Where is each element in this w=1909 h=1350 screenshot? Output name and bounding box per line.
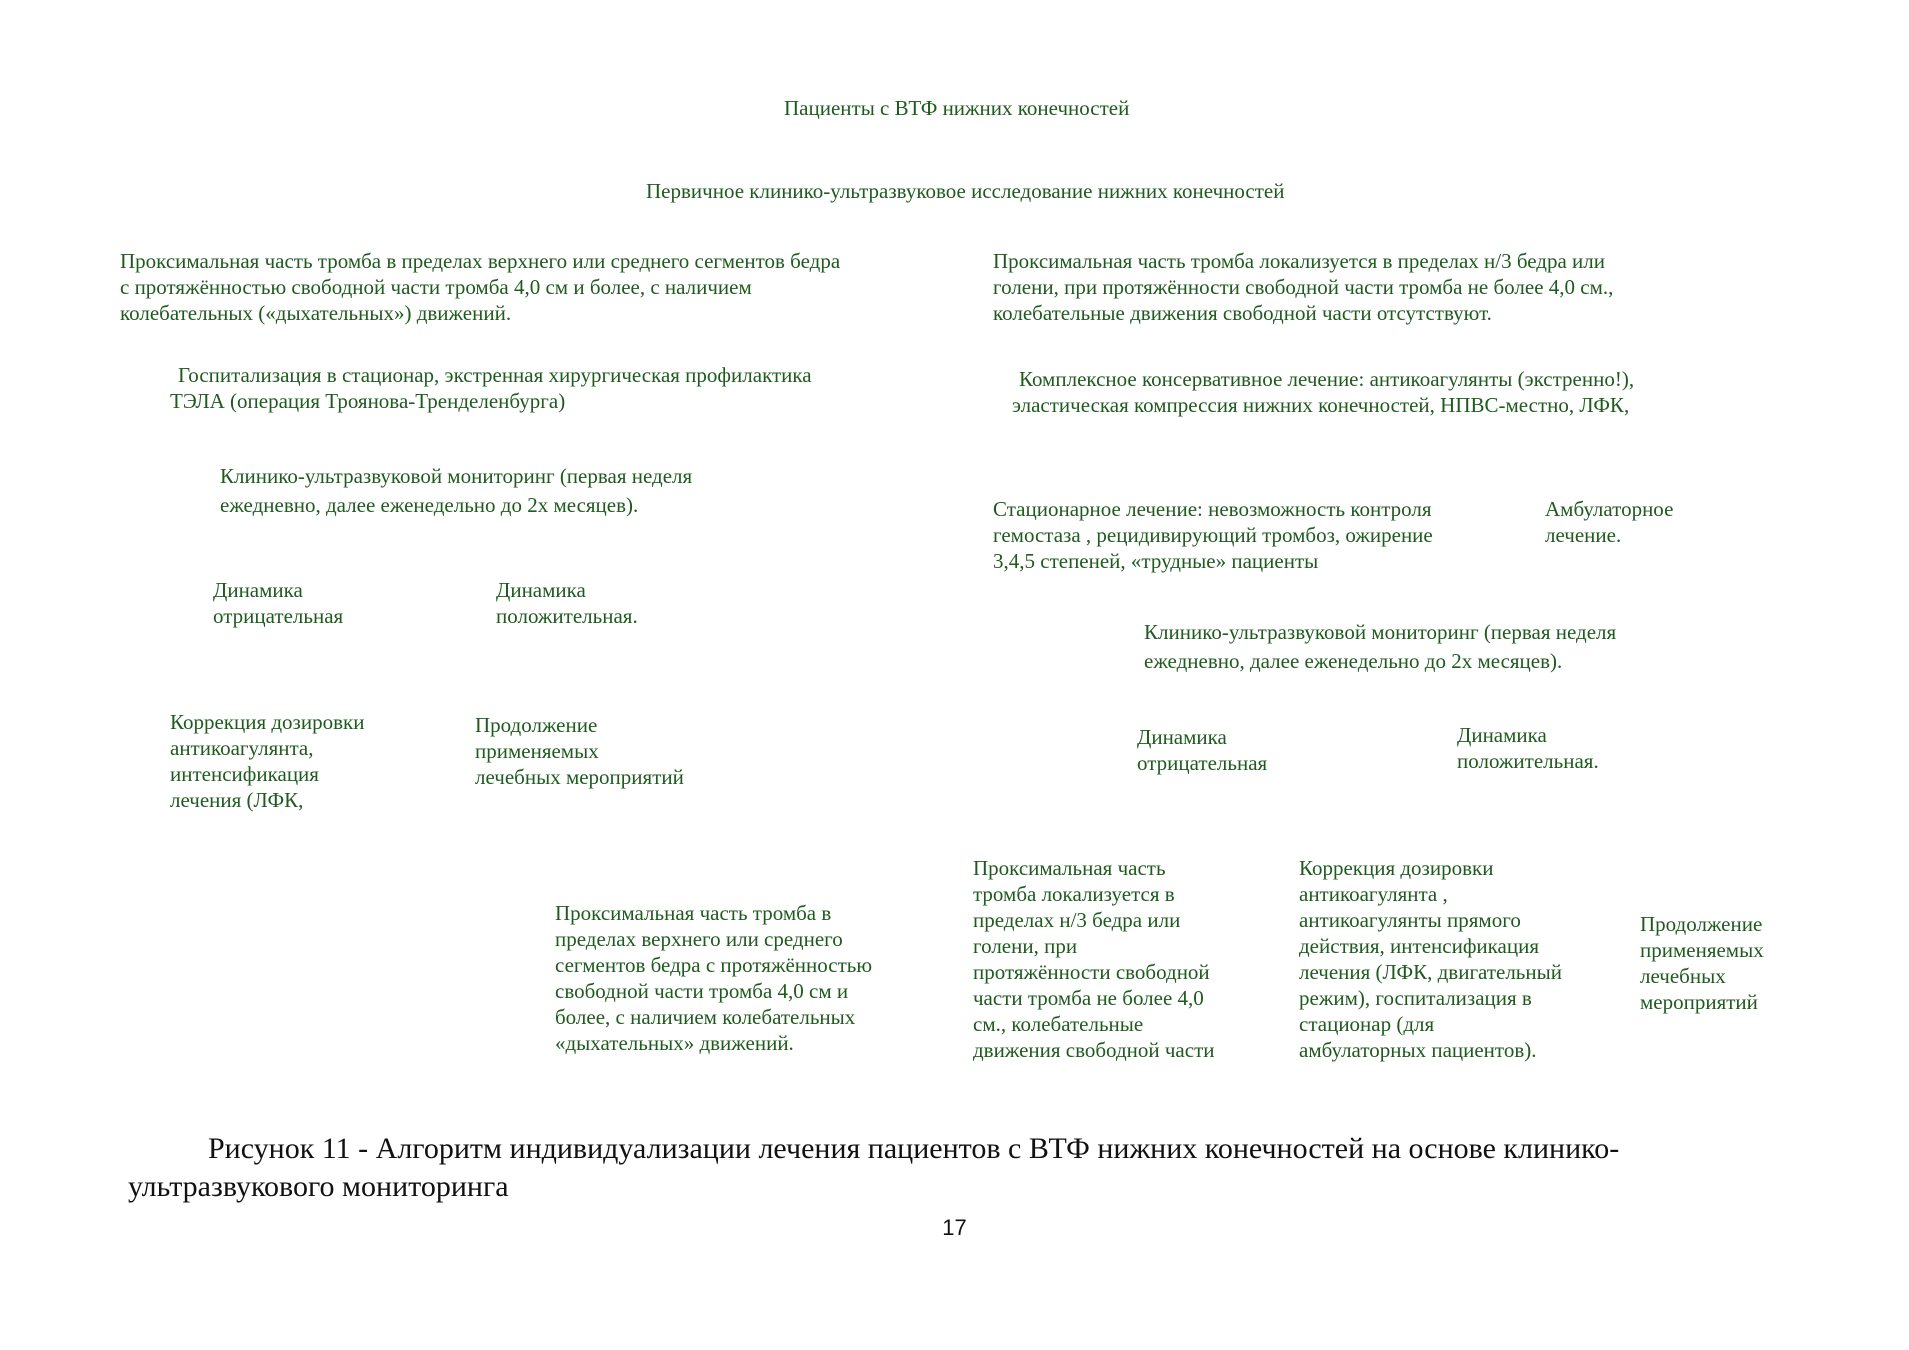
left-correction-box: Коррекция дозировки антикоагулянта, интенсификация лечения (ЛФК, <box>170 710 365 812</box>
right-proximal-lower-box: Проксимальная часть тромба локализуется в пределах н/3 бедра или голени, при протяжённости свободной части тромба не более 4,0 см., колебательные движения свободной части <box>973 856 1215 1062</box>
left-dynamics-positive-box: Динамика положительная. <box>496 578 638 628</box>
right-dynamics-negative-box: Динамика отрицательная <box>1137 725 1268 775</box>
page-number: 17 <box>942 1215 967 1240</box>
right-condition-box: Проксимальная часть тромба локализуется в пределах н/3 бедра или голени, при протяжённости свободной части тромба не более 4,0 см., колебательные движения свободной части отсутствуют. <box>993 249 1614 325</box>
left-condition-box: Проксимальная часть тромба в пределах верхнего или среднего сегментов бедра с протяжённостью свободной части тромба 4,0 см и более, с наличием колебательных («дыхательных») движений. <box>120 249 841 325</box>
figure-caption: Рисунок 11 - Алгоритм индивидуализации лечения пациентов с ВТФ нижних конечностей на основе клинико-ультразвукового мониторинга <box>128 1132 1620 1203</box>
right-dynamics-positive-box: Динамика положительная. <box>1457 723 1599 773</box>
left-treatment-box: Госпитализация в стационар, экстренная хирургическая профилактика ТЭЛА (операция Троянова-Тренделенбурга) <box>170 363 812 413</box>
right-continuation-box: Продолжение применяемых лечебных мероприятий <box>1640 912 1764 1014</box>
right-proximal-upper-box: Проксимальная часть тромба в пределах верхнего или среднего сегментов бедра с протяжённостью свободной части тромба 4,0 см и более, с наличием колебательных «дыхательных» движений. <box>555 901 873 1055</box>
right-outpatient-box: Амбулаторное лечение. <box>1545 497 1674 547</box>
right-correction-box: Коррекция дозировки антикоагулянта , антикоагулянты прямого действия, интенсификация лечения (ЛФК, двигательный режим), госпитализация в стационар (для амбулаторных пациентов). <box>1299 856 1562 1062</box>
left-monitoring-box: Клинико-ультразвуковой мониторинг (первая неделя ежедневно, далее еженедельно до 2х месяцев). <box>220 464 693 517</box>
right-inpatient-box: Стационарное лечение: невозможность контроля гемостаза , рецидивирующий тромбоз, ожирение 3,4,5 степеней, «трудные» пациенты <box>993 497 1433 573</box>
initial-exam-box: Первичное клинико-ультразвуковое исследование нижних конечностей <box>646 179 1285 203</box>
right-monitoring-box: Клинико-ультразвуковой мониторинг (первая неделя ежедневно, далее еженедельно до 2х месяцев). <box>1144 620 1617 673</box>
left-dynamics-negative-box: Динамика отрицательная <box>213 578 344 628</box>
diagram-title: Пациенты с ВТФ нижних конечностей <box>784 96 1130 120</box>
right-treatment-box: Комплексное консервативное лечение: антикоагулянты (экстренно!), эластическая компрессия нижних конечностей, НПВС-местно, ЛФК, <box>1012 367 1635 417</box>
left-continuation-box: Продолжение применяемых лечебных мероприятий <box>475 713 684 789</box>
